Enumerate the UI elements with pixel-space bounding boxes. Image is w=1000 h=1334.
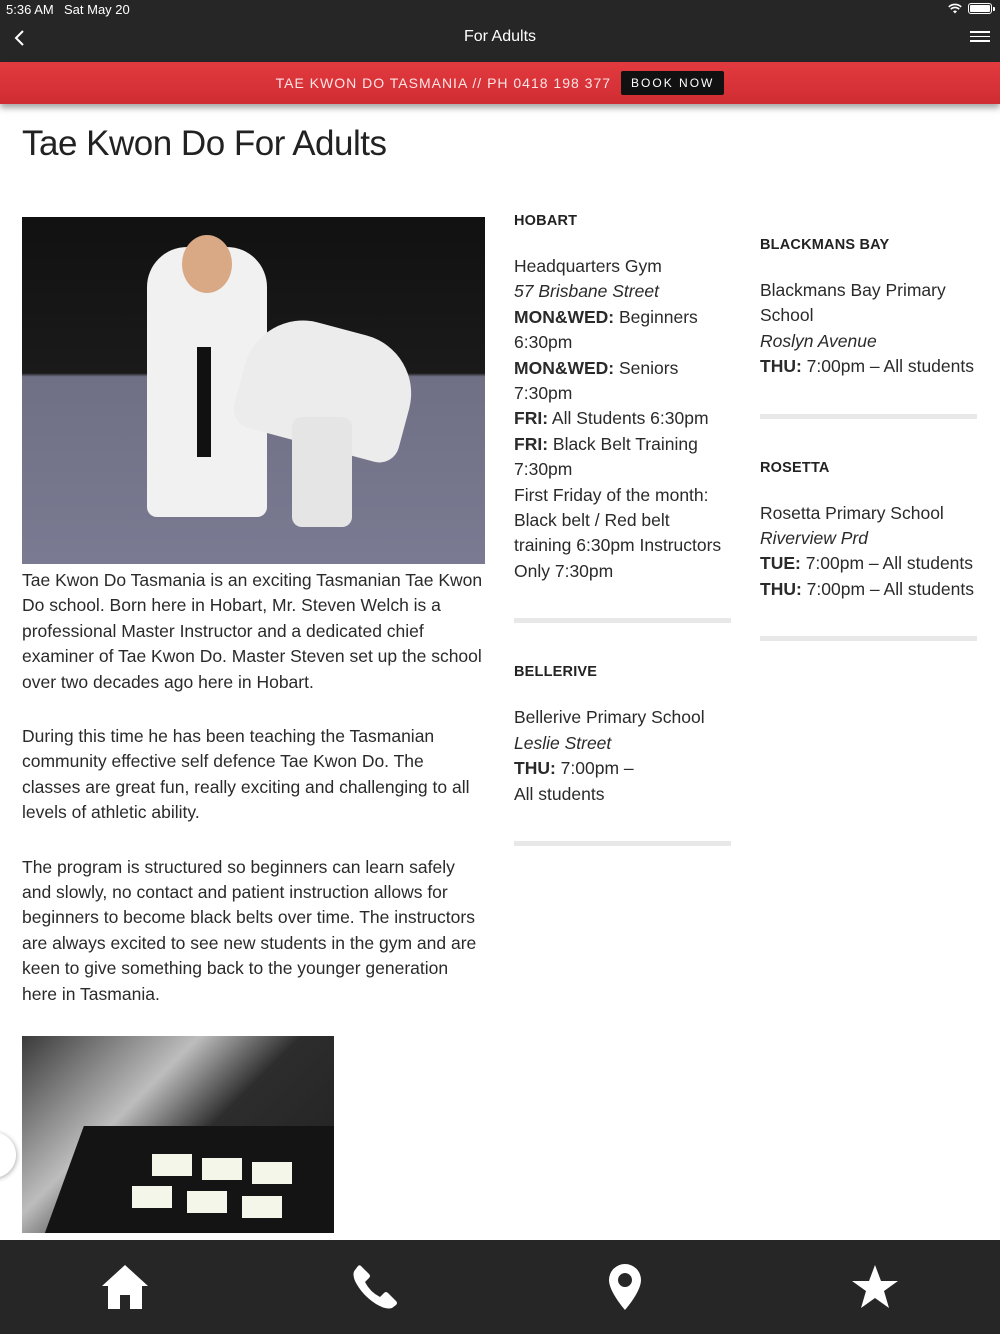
- location-heading: HOBART: [514, 213, 578, 229]
- status-date: Sat May 20: [64, 2, 130, 17]
- promo-banner: [0, 62, 1000, 104]
- map-pin-icon: [607, 1263, 643, 1311]
- status-time: 5:36 AM: [6, 2, 54, 17]
- location-heading: ROSETTA: [760, 459, 830, 476]
- belts-table-photo: [22, 1036, 334, 1233]
- session: TUE: 7:00pm – All students: [760, 553, 974, 574]
- paragraph: During this time he has been teaching the Tasmanian community effective self defence Tae Kwon Do. The classes are great fun, really exciting and challenging to all levels of athletic ability.: [22, 726, 470, 823]
- session: MON&WED: Seniors 7:30pm: [514, 357, 679, 404]
- address: Riverview Prd: [760, 528, 868, 549]
- menu-icon[interactable]: [970, 28, 990, 46]
- paragraph: Tae Kwon Do Tasmania is an exciting Tasmanian Tae Kwon Do school. Born here in Hobart, Mr. Steven Welch is a professional Master Instructor and a dedicated chief examiner of Tae Kwon Do. Master Steven set up the school over two decades ago here in Hobart.: [22, 570, 483, 692]
- session: THU: 7:00pm – All students: [760, 578, 974, 599]
- left-column: [22, 217, 485, 1233]
- battery-icon: [968, 3, 992, 14]
- divider: [760, 414, 977, 419]
- venue: Rosetta Primary School: [760, 502, 944, 523]
- top-bar: [0, 0, 1000, 62]
- paragraph: The program is structured so beginners can learn safely and slowly, no contact and patient instruction allows for beginners to become black belts over time. The instructors are always excited to see new students in the gym and are keen to give something back to the younger generation here in Tasmania.: [22, 856, 477, 1004]
- divider: [514, 841, 731, 846]
- session: FRI: All Students 6:30pm: [514, 408, 709, 429]
- location-rosetta: [760, 460, 977, 603]
- status-icons: [948, 3, 992, 14]
- note: First Friday of the month: Black belt / Red belt training 6:30pm Instructors Only 7:30pm: [514, 484, 722, 581]
- locations-column-right: [760, 237, 977, 682]
- address: Leslie Street: [514, 732, 612, 753]
- star-icon: [851, 1264, 899, 1310]
- venue: Blackmans Bay Primary School: [760, 280, 946, 326]
- home-icon: [100, 1263, 150, 1311]
- bottom-tab-bar: [0, 1240, 1000, 1334]
- location-bellerive: [514, 664, 731, 807]
- divider: [514, 618, 731, 623]
- side-drawer-handle[interactable]: [0, 1132, 16, 1178]
- session: FRI: Black Belt Training 7:30pm: [514, 433, 698, 480]
- venue: Bellerive Primary School: [514, 707, 705, 728]
- location-heading: BLACKMANS BAY: [760, 237, 890, 253]
- divider: [760, 636, 977, 641]
- book-now-button[interactable]: BOOK NOW: [621, 71, 724, 95]
- session: THU: 7:00pm – All students: [760, 356, 974, 377]
- tab-favorites[interactable]: [750, 1240, 1000, 1334]
- nav-title: For Adults: [463, 28, 537, 45]
- address: 57 Brisbane Street: [514, 281, 659, 302]
- session: MON&WED: Beginners 6:30pm: [514, 306, 698, 353]
- location-blackmans-bay: [760, 237, 977, 380]
- sparring-photo: [22, 217, 485, 564]
- page-title: Tae Kwon Do For Adults: [22, 124, 387, 163]
- wifi-icon: [948, 3, 962, 14]
- address: Roslyn Avenue: [760, 330, 877, 351]
- session: THU: 7:00pm – All students: [514, 758, 634, 804]
- tab-phone[interactable]: [250, 1240, 500, 1334]
- banner-text: TAE KWON DO TASMANIA // PH 0418 198 377: [275, 75, 612, 91]
- locations-column-left: [514, 213, 731, 887]
- location-hobart: [514, 213, 731, 584]
- venue: Headquarters Gym: [514, 256, 662, 276]
- phone-icon: [352, 1264, 398, 1310]
- location-heading: BELLERIVE: [514, 664, 598, 681]
- intro-text: [22, 568, 485, 1007]
- tab-location[interactable]: [500, 1240, 750, 1334]
- tab-home[interactable]: [0, 1240, 250, 1334]
